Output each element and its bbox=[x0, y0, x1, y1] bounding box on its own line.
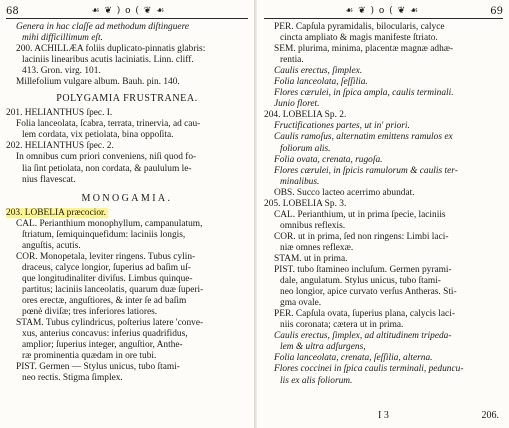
entry-number: 203. bbox=[6, 207, 23, 218]
text-line: ores erectæ, anguſtiores, & inter ſe ad baſim bbox=[22, 295, 187, 306]
text-line: PER. Capſula pyramidalis, bilocularis, calyce bbox=[274, 22, 445, 32]
entry-name: LOBELIA præcocior. bbox=[24, 207, 106, 218]
text-line: Genera in hac claſſe ad methodum diſtinguere bbox=[16, 22, 190, 32]
gutter bbox=[254, 0, 257, 428]
text-line: lia ſint petiolata, non cordata, & paululum le- bbox=[22, 163, 192, 174]
text-line: mihi difficillimum eſt. bbox=[22, 33, 103, 44]
signature-mark: I 3 bbox=[378, 410, 389, 421]
text-line: 200. ACHILLÆA foliis duplicato-pinnatis glabris: bbox=[16, 44, 206, 55]
text-line: PER. Capſula ovata, ſuperius plana, calycis laci- bbox=[274, 309, 455, 320]
text-line: PIST. tubo ſtamineo incluſum. Germen pyrami- bbox=[274, 265, 452, 276]
text-line: que longitudinaliter diviſus. Limbus quinque- bbox=[22, 273, 193, 284]
text-line: lem cordata, vix petiolata, bina oppoſita. bbox=[22, 130, 174, 141]
page-number: 69 bbox=[490, 5, 503, 17]
text-line: lis ex alis foliorum. bbox=[280, 375, 353, 386]
section-heading: MONOGAMIA. bbox=[81, 192, 173, 204]
text-line: In omnibus cum priori conveniens, niſi quod fo- bbox=[16, 152, 197, 163]
text-line: xus, anterius concavus: inferius quadrifidus, bbox=[22, 329, 188, 340]
text-line: 204. LOBELIA Sp. 2. bbox=[264, 110, 347, 121]
text-line: Folia ovata, crenata, rugoſa. bbox=[274, 154, 383, 165]
page-number: 68 bbox=[6, 5, 19, 17]
text-line: ſtriatum, ſemiquinquefidum: laciniis longis, bbox=[22, 229, 186, 240]
text-line: Folia lanceolata, ſeſſilia. bbox=[274, 77, 368, 88]
text-line: lem & ultra adſurgens, bbox=[280, 342, 366, 353]
section-heading: POLYGAMIA FRUSTRANEA. bbox=[56, 93, 198, 105]
text-line: ræ prominentia quædam in ore tubi. bbox=[22, 351, 157, 362]
text-line: 202. HELIANTHUS ſpec. 2. bbox=[6, 141, 114, 152]
text-line: nius flavescat. bbox=[22, 174, 76, 185]
text-line: Flores cærulei, in ſpicis ramulorum & caulis ter- bbox=[274, 165, 458, 176]
text-line: Junio floret. bbox=[274, 99, 320, 110]
text-line: gma ovale. bbox=[280, 298, 322, 309]
text-line: omnibus reflexis. bbox=[280, 220, 346, 231]
text-line: cincta ampliato & magis manifeste ſtriato. bbox=[280, 33, 438, 44]
text-line: pœnè diviſæ; tres inferiores latiores. bbox=[22, 307, 158, 318]
highlight bbox=[6, 208, 108, 218]
text-line: COR. Monopetala, leviter ringens. Tubus cylin- bbox=[16, 251, 196, 262]
left-page bbox=[0, 0, 254, 428]
text-line: Caulis erectus, ſimplex. bbox=[274, 66, 363, 77]
text-line: Millefolium vulgare album. Bauh. pin. 140. bbox=[16, 77, 180, 88]
text-line: Caulis erectus, ſimplex, ad altitudinem tripeda- bbox=[274, 331, 452, 342]
text-line: dale, angulatum. Stylus unicus, tubo ſtami- bbox=[280, 276, 441, 287]
text-line: 413. Gron. virg. 101. bbox=[22, 66, 101, 77]
text-line: Caulis ramoſus, alternatim emittens ramulos ex bbox=[274, 132, 453, 143]
text-line: STAM. Tubus cylindricus, poſterius latere 'conve- bbox=[16, 318, 204, 329]
text-line: CAL. Perianthium, ut in prima ſpecie, laciniis bbox=[274, 209, 446, 220]
right-page bbox=[258, 0, 509, 428]
text-line: STAM. ut in prima. bbox=[274, 253, 348, 264]
text-line: Flores cærulei, in ſpica ampla, caulis terminali. bbox=[274, 88, 454, 99]
text-line: niis coronata; cætera ut in prima. bbox=[280, 320, 404, 331]
entry-203 bbox=[6, 208, 248, 219]
text-line: foliorum alis. bbox=[280, 143, 331, 154]
text-line: rentia. bbox=[280, 55, 304, 66]
text-line: partitus; laciniis lanceolatis, quarum duæ ſuperi- bbox=[22, 284, 204, 295]
text-line: niæ omnes reflexæ. bbox=[280, 242, 354, 253]
ornament: ☙ ❦ ) o ( ❦ ☙ bbox=[345, 6, 420, 16]
text-line: neo longior, apice curvato verſus Antheras. Sti- bbox=[280, 287, 457, 298]
text-line: laciniis linearibus acutis laciniatis. Linn. cliff. bbox=[22, 55, 194, 66]
text-line: 205. LOBELIA Sp. 3. bbox=[264, 198, 347, 209]
catchword: 206. bbox=[481, 410, 499, 421]
text-line: Folia lanceolata, crenata, ſeſſilia, alterna. bbox=[274, 353, 433, 364]
text-line: 201. HELIANTHUS ſpec. I. bbox=[6, 108, 113, 119]
text-line: Fructificationes partes, ut in' priori. bbox=[274, 121, 410, 132]
text-line: CAL. Perianthium monophyllum, campanulatum, bbox=[16, 218, 203, 229]
text-line: PIST. Germen — Stylus unicus, tubo ſtami- bbox=[16, 362, 180, 373]
text-line: minalibus. bbox=[280, 176, 320, 187]
text-line: neo rectis. Stigma ſimplex. bbox=[22, 373, 123, 384]
text-line: COR. ut in prima, ſed non ringens: Limbi laci- bbox=[274, 231, 449, 242]
text-line: Folia lanceolata, ſcabra, terrata, trinervia, ad cau- bbox=[16, 119, 201, 130]
text-line: Flores coccinei in ſpica caulis terminali, peduncu- bbox=[274, 364, 464, 375]
ornament: ☙ ❦ ) o ( ❦ ☙ bbox=[91, 6, 166, 16]
page-footer bbox=[258, 410, 509, 422]
text-line: OBS. Succo lacteo acerrimo abundat. bbox=[274, 187, 415, 198]
text-line: anguſtis, acutis. bbox=[22, 240, 81, 251]
text-line: SEM. plurima, minima, placentæ magnæ adhæ- bbox=[274, 44, 454, 55]
text-line: amplior; ſuperius integer, anguſtior, Anthe- bbox=[22, 340, 183, 351]
text-line: draceus, calyce longior, ſuperius ad baſim uſ- bbox=[22, 262, 191, 273]
running-head-left bbox=[6, 4, 248, 19]
running-head-right bbox=[264, 4, 503, 19]
